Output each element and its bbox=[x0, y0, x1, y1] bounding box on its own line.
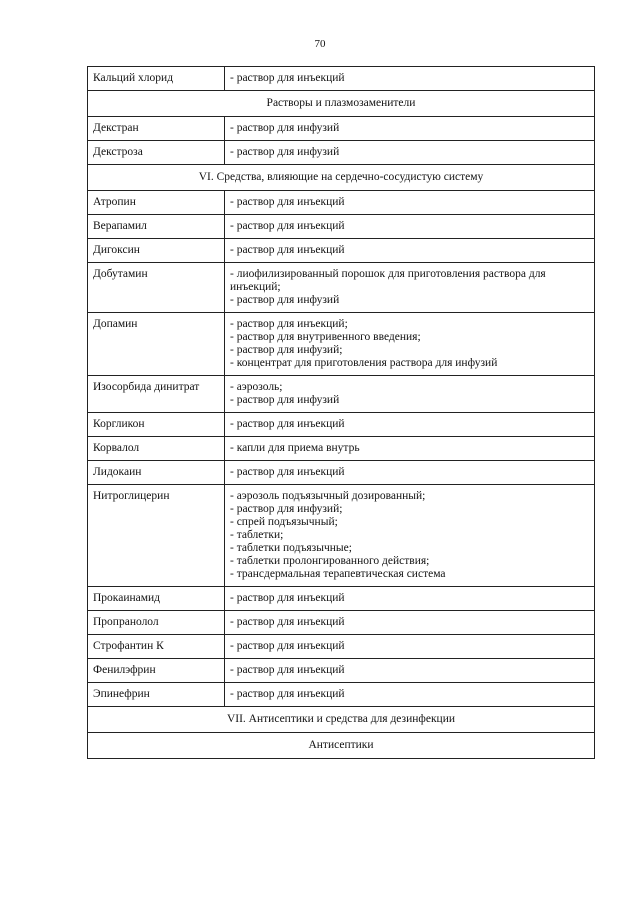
section-title: VI. Средства, влияющие на сердечно-сосудистую систему bbox=[88, 165, 595, 191]
drug-table-body bbox=[88, 67, 595, 759]
drug-name: Атропин bbox=[88, 191, 225, 215]
dosage-forms bbox=[225, 485, 595, 587]
dosage-form-line: - аэрозоль подъязычный дозированный; bbox=[230, 490, 426, 502]
dosage-form-line: - раствор для инъекций; bbox=[230, 318, 348, 330]
drug-row bbox=[88, 215, 595, 239]
dosage-forms bbox=[225, 263, 595, 313]
drug-row bbox=[88, 611, 595, 635]
drug-name: Лидокаин bbox=[88, 461, 225, 485]
drug-row bbox=[88, 683, 595, 707]
section-title: VII. Антисептики и средства для дезинфекции bbox=[88, 707, 595, 733]
drug-name: Эпинефрин bbox=[88, 683, 225, 707]
drug-name: Строфантин К bbox=[88, 635, 225, 659]
dosage-form-line: - раствор для инъекций bbox=[230, 640, 345, 652]
dosage-form-line: - раствор для внутривенного введения; bbox=[230, 331, 421, 343]
dosage-form-line: - таблетки подъязычные; bbox=[230, 542, 352, 554]
dosage-form-line: - раствор для инфузий; bbox=[230, 503, 343, 515]
dosage-forms bbox=[225, 191, 595, 215]
dosage-form-line: - раствор для инъекций bbox=[230, 220, 345, 232]
dosage-form-line: - раствор для инъекций bbox=[230, 688, 345, 700]
drug-row bbox=[88, 117, 595, 141]
dosage-form-line: - спрей подъязычный; bbox=[230, 516, 338, 528]
drug-name: Декстроза bbox=[88, 141, 225, 165]
dosage-form-line: - раствор для инъекций bbox=[230, 196, 345, 208]
drug-row bbox=[88, 141, 595, 165]
dosage-form-line: - раствор для инъекций bbox=[230, 592, 345, 604]
drug-name: Нитроглицерин bbox=[88, 485, 225, 587]
drug-row bbox=[88, 239, 595, 263]
dosage-form-line: - трансдермальная терапевтическая система bbox=[230, 568, 446, 580]
dosage-forms bbox=[225, 117, 595, 141]
section-row bbox=[88, 733, 595, 759]
dosage-form-line: - концентрат для приготовления раствора для инфузий bbox=[230, 357, 498, 369]
section-title: Растворы и плазмозаменители bbox=[88, 91, 595, 117]
dosage-form-line: - раствор для инфузий bbox=[230, 122, 340, 134]
drug-row bbox=[88, 659, 595, 683]
drug-row bbox=[88, 313, 595, 376]
section-row bbox=[88, 165, 595, 191]
dosage-form-line: - раствор для инъекций bbox=[230, 616, 345, 628]
drug-name: Верапамил bbox=[88, 215, 225, 239]
dosage-forms bbox=[225, 659, 595, 683]
dosage-forms bbox=[225, 683, 595, 707]
dosage-form-line: - капли для приема внутрь bbox=[230, 442, 360, 454]
dosage-form-line: - раствор для инфузий bbox=[230, 294, 340, 306]
drug-row bbox=[88, 67, 595, 91]
dosage-forms bbox=[225, 461, 595, 485]
drug-name: Добутамин bbox=[88, 263, 225, 313]
dosage-forms bbox=[225, 67, 595, 91]
dosage-forms bbox=[225, 611, 595, 635]
dosage-form-line: - раствор для инъекций bbox=[230, 244, 345, 256]
drug-name: Декстран bbox=[88, 117, 225, 141]
drug-row bbox=[88, 263, 595, 313]
dosage-forms bbox=[225, 239, 595, 263]
dosage-forms bbox=[225, 215, 595, 239]
dosage-forms bbox=[225, 413, 595, 437]
dosage-forms bbox=[225, 437, 595, 461]
dosage-form-line: - раствор для инфузий; bbox=[230, 344, 343, 356]
drug-row bbox=[88, 635, 595, 659]
drug-name: Кальций хлорид bbox=[88, 67, 225, 91]
dosage-form-line: инъекций; bbox=[230, 281, 281, 293]
drug-row bbox=[88, 461, 595, 485]
drug-row bbox=[88, 587, 595, 611]
drug-name: Фенилэфрин bbox=[88, 659, 225, 683]
section-row bbox=[88, 707, 595, 733]
dosage-form-line: - раствор для инфузий bbox=[230, 394, 340, 406]
drug-name: Прокаинамид bbox=[88, 587, 225, 611]
drug-row bbox=[88, 485, 595, 587]
dosage-form-line: - раствор для инъекций bbox=[230, 466, 345, 478]
drug-name: Изосорбида динитрат bbox=[88, 376, 225, 413]
dosage-forms bbox=[225, 587, 595, 611]
dosage-forms bbox=[225, 141, 595, 165]
drug-table bbox=[87, 66, 595, 759]
dosage-form-line: - аэрозоль; bbox=[230, 381, 283, 393]
drug-row bbox=[88, 413, 595, 437]
drug-name: Допамин bbox=[88, 313, 225, 376]
dosage-forms bbox=[225, 313, 595, 376]
dosage-form-line: - таблетки; bbox=[230, 529, 284, 541]
dosage-form-line: - раствор для инфузий bbox=[230, 146, 340, 158]
drug-name: Дигоксин bbox=[88, 239, 225, 263]
drug-name: Корвалол bbox=[88, 437, 225, 461]
drug-row bbox=[88, 437, 595, 461]
drug-row bbox=[88, 191, 595, 215]
section-row bbox=[88, 91, 595, 117]
dosage-form-line: - раствор для инъекций bbox=[230, 664, 345, 676]
dosage-form-line: - раствор для инъекций bbox=[230, 418, 345, 430]
dosage-form-line: - раствор для инъекций bbox=[230, 72, 345, 84]
dosage-form-line: - таблетки пролонгированного действия; bbox=[230, 555, 430, 567]
dosage-forms bbox=[225, 376, 595, 413]
drug-name: Коргликон bbox=[88, 413, 225, 437]
drug-name: Пропранолол bbox=[88, 611, 225, 635]
dosage-form-line: - лиофилизированный порошок для приготовления раствора для bbox=[230, 268, 546, 280]
page-number: 70 bbox=[314, 38, 326, 50]
dosage-forms bbox=[225, 635, 595, 659]
drug-row bbox=[88, 376, 595, 413]
section-title: Антисептики bbox=[88, 733, 595, 759]
